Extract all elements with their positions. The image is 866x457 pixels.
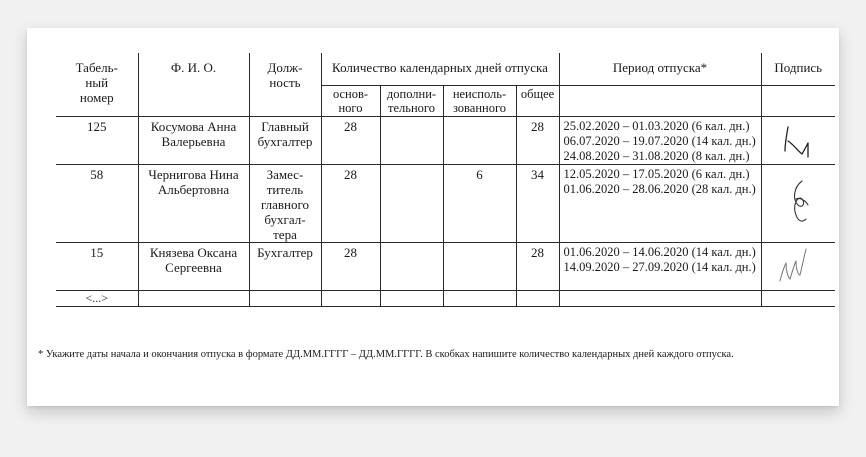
cell-days-additional [380,242,443,290]
header-signature: Подпись [761,53,835,85]
cell-days-unused [443,116,516,164]
cell-position: Бухгалтер [249,242,321,290]
signature-scribble [778,121,818,161]
cell-days-unused [443,242,516,290]
header-days-group: Количество календарных дней отпуска [321,53,559,85]
cell-period: 12.05.2020 – 17.05.2020 (6 кал. дн.) 01.06.2020 – 28.06.2020 (28 кал. дн.) [559,164,761,242]
cell-days-additional [380,164,443,242]
table-row [56,242,835,290]
cell-signature [761,242,835,290]
header-position: Долж- ность [249,53,321,116]
cell-empty [761,290,835,306]
cell-period: 25.02.2020 – 01.03.2020 (6 кал. дн.) 06.07.2020 – 19.07.2020 (14 кал. дн.) 24.08.2020 – 31.08.2020 (8 кал. дн.) [559,116,761,164]
cell-empty [249,290,321,306]
cell-empty [138,290,249,306]
header-sub-total: общее [516,85,559,116]
cell-days-total: 28 [516,116,559,164]
header-sub-unused: неисполь- зованного [443,85,516,116]
cell-tab-number: 15 [56,242,138,290]
cell-days-main: 28 [321,164,380,242]
cell-empty [380,290,443,306]
header-period: Период отпуска* [559,53,761,85]
cell-days-main: 28 [321,116,380,164]
cell-days-total: 28 [516,242,559,290]
cell-empty [516,290,559,306]
table-row-continuation [56,290,835,306]
cell-period: 01.06.2020 – 14.06.2020 (14 кал. дн.) 14.09.2020 – 27.09.2020 (14 кал. дн.) [559,242,761,290]
cell-days-additional [380,116,443,164]
cell-continuation: <...> [56,290,138,306]
header-row-1 [56,53,835,85]
cell-tab-number: 125 [56,116,138,164]
vacation-schedule-table [56,53,835,307]
cell-days-unused: 6 [443,164,516,242]
cell-fio: Князева Оксана Сергеевна [138,242,249,290]
header-sub-main: основ- ного [321,85,380,116]
header-signature-empty [761,85,835,116]
cell-position: Главный бухгалтер [249,116,321,164]
cell-signature [761,164,835,242]
cell-fio: Косумова Анна Валерьевна [138,116,249,164]
table-row [56,116,835,164]
signature-scribble [774,243,814,287]
header-period-empty [559,85,761,116]
table-row [56,164,835,242]
cell-days-total: 34 [516,164,559,242]
cell-empty [559,290,761,306]
cell-tab-number: 58 [56,164,138,242]
signature-scribble [780,175,820,231]
cell-fio: Чернигова Нина Альбертовна [138,164,249,242]
cell-empty [443,290,516,306]
cell-signature [761,116,835,164]
cell-position: Замес- титель главного бухгал- тера [249,164,321,242]
footnote: * Укажите даты начала и окончания отпуска в формате ДД.ММ.ГГГГ – ДД.ММ.ГГГГ. В скобках напишите количество календарных дней каждого отпуска. [38,349,734,360]
cell-days-main: 28 [321,242,380,290]
header-fio: Ф. И. О. [138,53,249,116]
header-sub-additional: дополни- тельного [380,85,443,116]
header-tab-number: Табель- ный номер [56,53,138,116]
cell-empty [321,290,380,306]
